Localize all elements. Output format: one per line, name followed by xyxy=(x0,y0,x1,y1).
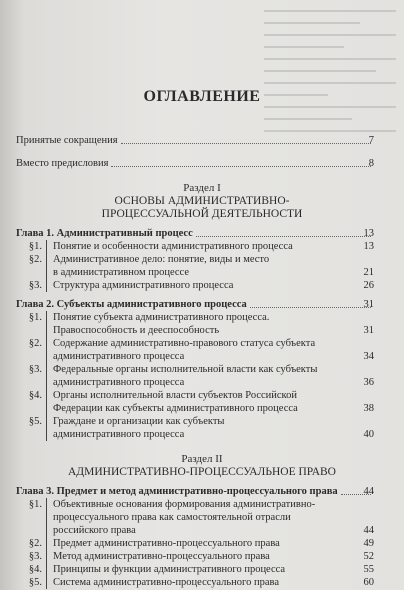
toc-entry-abbreviations: Принятые сокращения 7 xyxy=(16,135,374,146)
toc-section: §3. Метод административно-процессуального права 52 xyxy=(28,551,374,562)
toc-chapter-3: Глава 3. Предмет и метод административно-процессуального права 44 xyxy=(16,486,374,497)
toc-chapter-2: Глава 2. Субъекты административного процесса 31 xyxy=(16,299,374,310)
table-of-contents xyxy=(0,88,404,589)
toc-section: §1. Понятие и особенности административного процесса 13 xyxy=(28,241,374,252)
toc-chapter-1: Глава 1. Административный процесс 13 xyxy=(16,228,374,239)
toc-section: §4. Органы исполнительной власти субъектов Российской Федерации как субъекты административного процесса 38 xyxy=(28,390,374,414)
toc-section: §4. Принципы и функции административного процесса 55 xyxy=(28,564,374,575)
page-title: ОГЛАВЛЕНИЕ xyxy=(143,88,261,105)
toc-section: §3. Структура административного процесса 26 xyxy=(28,280,374,291)
toc-section: §3. Федеральные органы исполнительной власти как субъекты административного процесса 36 xyxy=(28,364,374,388)
toc-section: §5. Граждане и организации как субъекты административного процесса 40 xyxy=(28,416,374,440)
part-heading-1: Раздел I ОСНОВЫ АДМИНИСТРАТИВНО- ПРОЦЕССУАЛЬНОЙ ДЕЯТЕЛЬНОСТИ xyxy=(101,182,303,220)
toc-section: §5. Система административно-процессуального права 60 xyxy=(28,577,374,588)
part-heading-2: Раздел II АДМИНИСТРАТИВНО-ПРОЦЕССУАЛЬНОЕ ПРАВО xyxy=(68,453,336,478)
toc-section: §1. Понятие субъекта административного процесса. Правоспособность и дееспособность 31 xyxy=(28,312,374,336)
toc-section: §1. Объективные основания формирования административно- процессуального права как самостоятельной отрасли российского права 44 xyxy=(28,499,374,536)
toc-entry-preface: Вместо предисловия 8 xyxy=(16,158,374,169)
toc-section: §2. Предмет административно-процессуального права 49 xyxy=(28,538,374,549)
toc-section: §2. Содержание административно-правового статуса субъекта административного процесса 34 xyxy=(28,338,374,362)
toc-section: §2. Административное дело: понятие, виды и место в административном процессе 21 xyxy=(28,254,374,278)
